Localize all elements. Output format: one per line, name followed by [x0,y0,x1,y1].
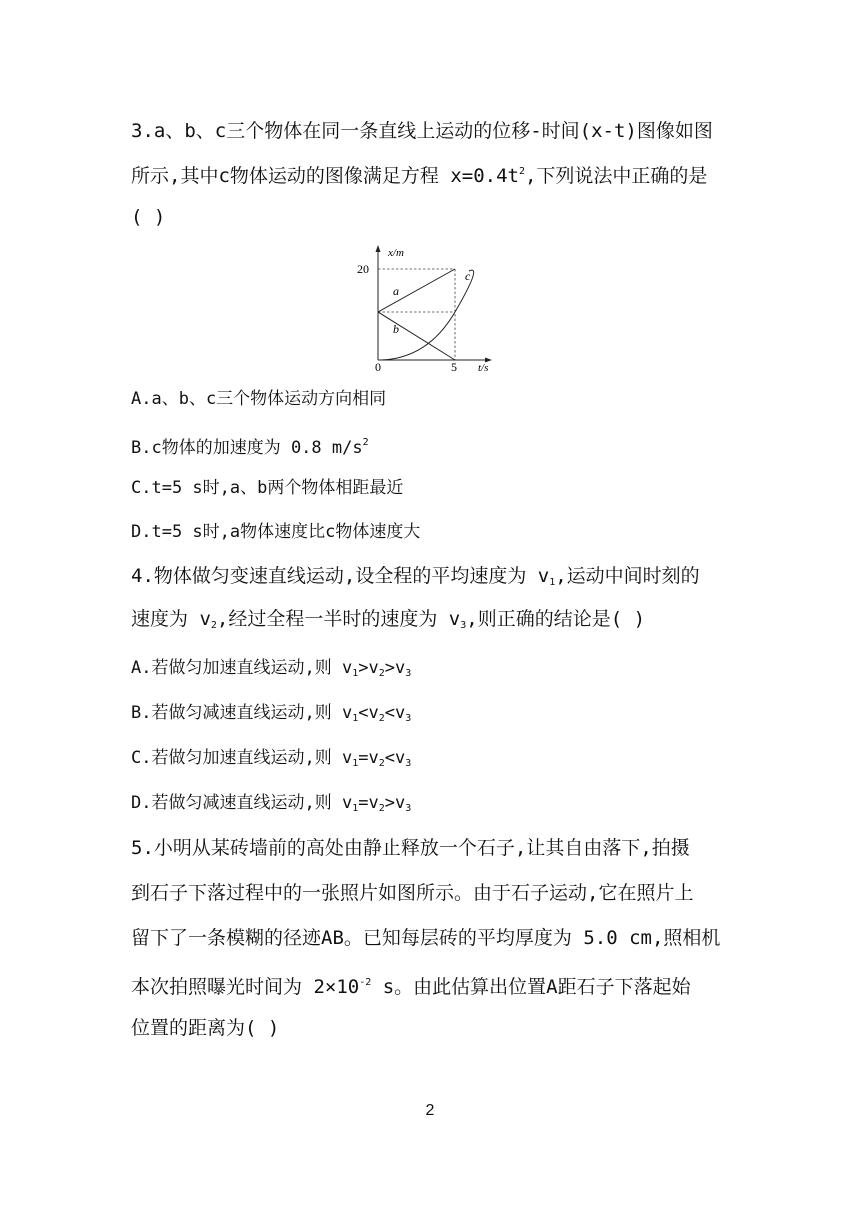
sub: 2 [378,713,385,724]
q5-line-2: 到石子下落过程中的一张照片如图所示。由于石子运动,它在照片上 [131,882,694,904]
q4-sub-1: 1 [549,577,556,588]
q3-exponent: 2 [518,166,525,177]
sub: 3 [405,713,412,724]
relation: <v [358,703,379,723]
sub: 1 [352,803,359,814]
q3-option-c: C.t=5 s时,a、b两个物体相距最近 [131,478,404,498]
sub: 2 [378,758,385,769]
y-axis-arrow [376,245,381,252]
relation: <v [384,703,406,723]
x-axis-label: t/s [478,362,489,371]
y-axis-label: x/m [388,247,404,259]
q4-option-a-text: A.若做匀加速直线运动,则 v [131,658,353,678]
q4-line-1-tail: ,运动中间时刻的 [555,565,700,587]
q4-line-2-tail: ,则正确的结论是( ) [466,608,646,630]
q5-exponent: -2 [359,977,372,988]
sub: 2 [378,803,385,814]
q4-line-2 [131,608,645,637]
q4-option-c-text: C.若做匀加速直线运动,则 v [131,748,353,768]
relation: =v [358,748,379,768]
relation: <v [384,748,406,768]
q3-option-b-exponent: 2 [362,437,369,448]
q5-line-4 [131,972,691,998]
sub: 1 [352,713,359,724]
origin-label: 0 [375,360,381,371]
q3-line-2-text: 所示,其中c物体运动的图像满足方程 x=0.4t [131,165,519,187]
q5-line-1: 5.小明从某砖墙前的高处由静止释放一个石子,让其自由落下,拍摄 [131,837,690,859]
q5-line-4-text: 本次拍照曝光时间为 2×10 [131,976,360,998]
q3-option-b [131,432,369,459]
y-tick-20: 20 [357,262,369,276]
q5-answer-line: 位置的距离为( ) [131,1017,280,1039]
x-tick-5: 5 [451,360,457,371]
sub: 3 [405,668,412,679]
q4-option-d-text: D.若做匀减速直线运动,则 v [131,793,353,813]
q4-line-2-text: 速度为 v [131,608,211,630]
q5-line-3: 留下了一条模糊的径迹AB。已知每层砖的平均厚度为 5.0 cm,照相机 [131,927,721,949]
xt-graph-figure [357,243,502,371]
line-a [378,269,455,312]
q3-line-2-tail: ,下列说法中正确的是 [524,165,708,187]
label-b: b [393,322,399,336]
relation: >v [384,658,406,678]
label-a: a [393,284,399,298]
q4-option-d [131,792,411,820]
label-c: c [465,269,471,283]
q4-sub-2: 2 [210,620,217,631]
q4-line-1 [131,565,700,594]
q3-option-b-text: B.c物体的加速度为 0.8 m/s [131,438,363,458]
sub: 1 [352,668,359,679]
relation: >v [358,658,379,678]
q5-line-4-tail: s。由此估算出位置A距石子下落起始 [371,976,691,998]
q4-line-2-mid: ,经过全程一半时的速度为 v [216,608,461,630]
q3-line-1: 3.a、b、c三个物体在同一条直线上运动的位移-时间(x-t)图像如图 [131,120,713,142]
q3-option-a: A.a、b、c三个物体运动方向相同 [131,389,387,409]
q3-answer-blank: ( ) [131,206,166,228]
relation: >v [384,793,406,813]
line-b [378,312,455,360]
q4-option-b-text: B.若做匀减速直线运动,则 v [131,703,353,723]
q3-option-d: D.t=5 s时,a物体速度比c物体速度大 [131,522,421,542]
q4-option-c [131,747,411,775]
sub: 2 [378,668,385,679]
sub: 3 [405,758,412,769]
q4-option-a [131,657,411,685]
relation: =v [358,793,379,813]
page-number: 2 [425,1102,435,1119]
sub: 3 [405,803,412,814]
q3-line-2 [131,161,707,187]
q4-sub-3: 3 [460,620,467,631]
sub: 1 [352,758,359,769]
q4-line-1-text: 4.物体做匀变速直线运动,设全程的平均速度为 v [131,565,550,587]
q4-option-b [131,702,411,730]
